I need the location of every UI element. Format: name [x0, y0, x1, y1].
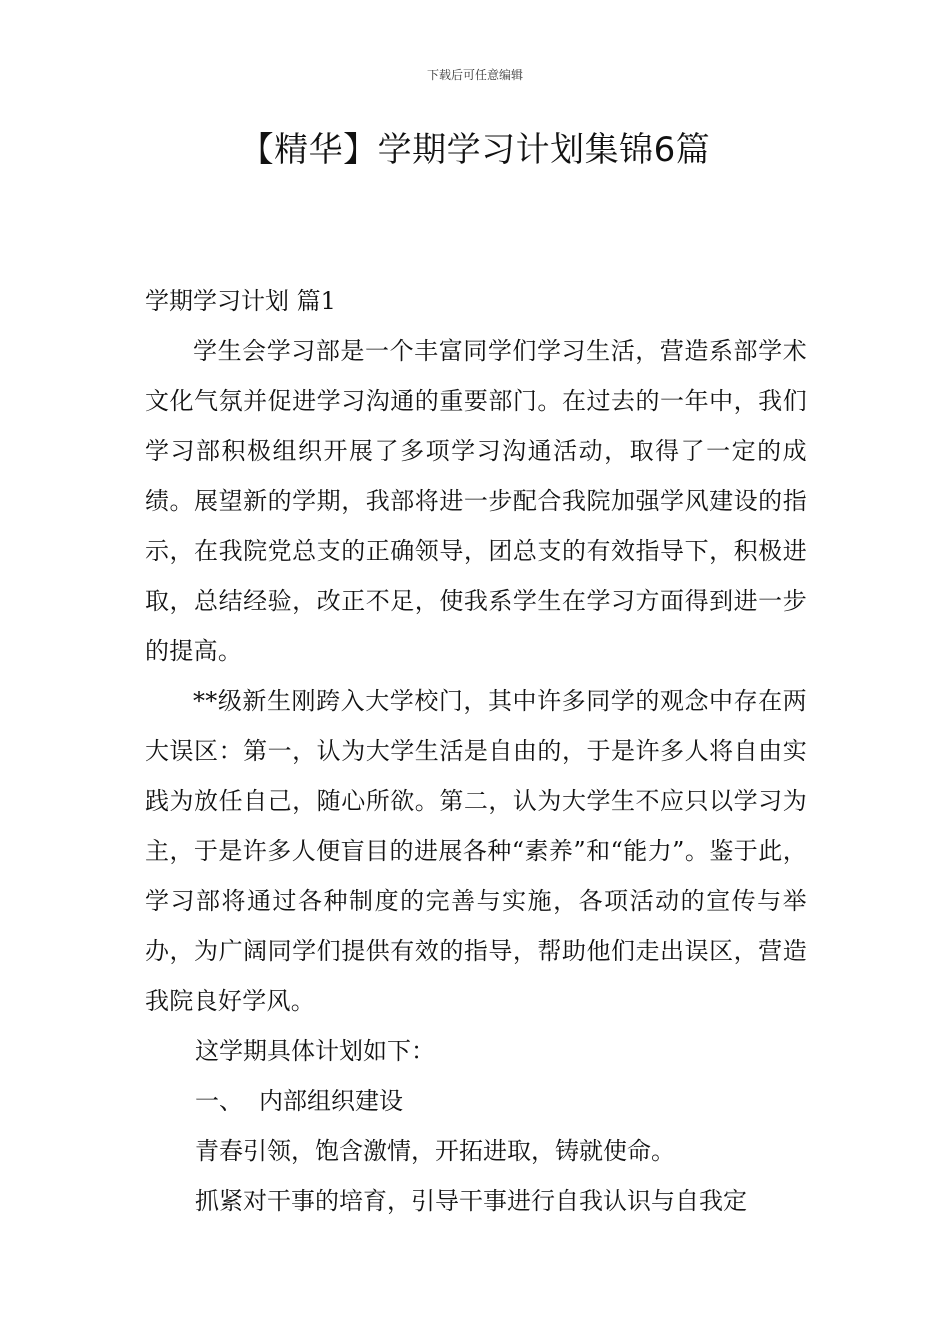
plan-intro: 这学期具体计划如下： [195, 1037, 435, 1065]
plan-item-one [145, 1076, 807, 1126]
section-heading: 学期学习计划 篇1 [145, 287, 336, 315]
paragraph-1: 学生会学习部是一个丰富同学们学习生活，营造系部学术文化气氛并促进学习沟通的重要部门。在过去的一年中，我们学习部积极组织开展了多项学习沟通活动，取得了一定的成绩。展望新的学期，我部将进一步配合我院加强学风建设的指示，在我院党总支的正确领导，团总支的有效指导下，积极进取，总结经验，改正不足，使我系学生在学习方面得到进一步的提高。 [145, 337, 807, 665]
paragraph-2: **级新生刚跨入大学校门，其中许多同学的观念中存在两大误区：第一，认为大学生活是自由的，于是许多人将自由实践为放任自己，随心所欲。第二，认为大学生不应只以学习为主，于是许多人便盲目的进展各种“素养”和“能力”。鉴于此，学习部将通过各种制度的完善与实施，各项活动的宣传与举办，为广阔同学们提供有效的指导，帮助他们走出误区，营造我院良好学风。 [145, 687, 807, 1015]
motto-line: 青春引领，饱含激情，开拓进取，铸就使命。 [195, 1137, 675, 1165]
header-note: 下载后可任意编辑 [426, 68, 523, 82]
document-title: 【精华】学期学习计划集锦6篇 [239, 130, 711, 170]
body-last-line: 抓紧对干事的培育，引导干事进行自我认识与自我定 [195, 1187, 747, 1215]
document-body [145, 276, 807, 1226]
plan-item-title: 内部组织建设 [259, 1087, 403, 1115]
plan-item-number: 一、 [195, 1087, 243, 1115]
